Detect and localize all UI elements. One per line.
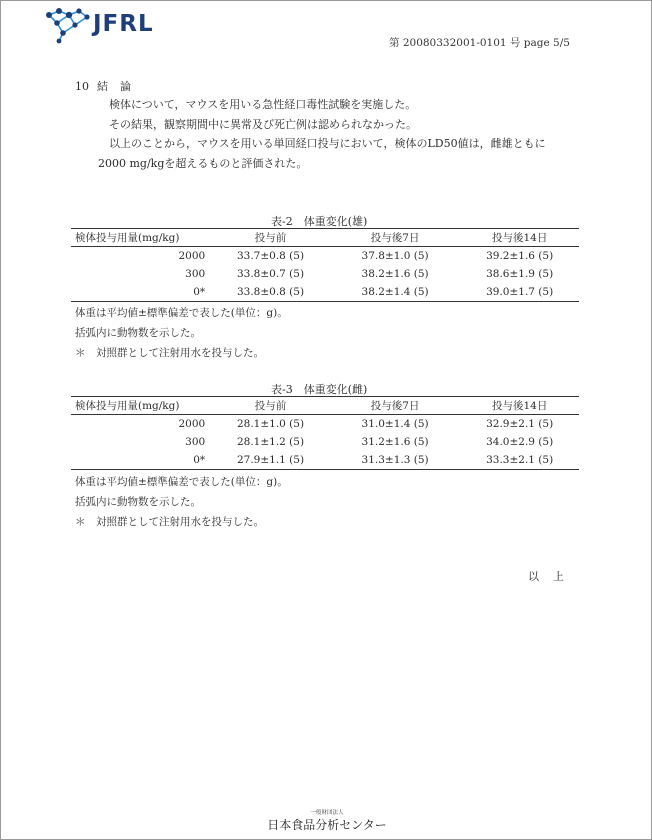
table-male-note-3: ＊ 対照群として注射用水を投与した。 xyxy=(75,347,264,359)
table-row xyxy=(71,415,579,434)
table-female-note-3: ＊ 対照群として注射用水を投与した。 xyxy=(75,516,264,528)
section-title: 結論 xyxy=(97,80,143,93)
value-cell: 39.2±1.6 (5) xyxy=(486,250,554,262)
col-header-day14: 投与後14日 xyxy=(460,229,579,247)
col-header-dose: 検体投与用量(mg/kg) xyxy=(71,229,211,247)
value-cell: 28.1±1.2 (5) xyxy=(236,436,305,448)
section-heading xyxy=(75,78,143,94)
value-cell: 31.0±1.4 (5) xyxy=(361,418,429,430)
table-row xyxy=(71,283,579,302)
table-row xyxy=(71,451,579,470)
col-header-before: 投与前 xyxy=(211,229,330,247)
jfrl-logo xyxy=(43,5,163,45)
section-number: 10 xyxy=(75,80,89,93)
footer-org-name: 日本食品分析センター xyxy=(267,818,387,832)
value-cell: 31.3±1.3 (5) xyxy=(330,451,460,470)
table-male-note-1: 体重は平均値±標準偏差で表した(単位：g)。 xyxy=(75,307,288,319)
body-weight-table-female xyxy=(71,396,579,470)
table-header-row xyxy=(71,229,579,247)
value-cell: 27.9±1.1 (5) xyxy=(211,451,330,470)
col-header-dose: 検体投与用量(mg/kg) xyxy=(71,397,211,415)
closing-mark: 以上 xyxy=(528,570,578,583)
value-cell: 28.1±1.0 (5) xyxy=(236,418,305,430)
value-cell: 31.2±1.6 (5) xyxy=(361,436,429,448)
table-male-caption: 表-2 体重変化(雄) xyxy=(271,215,368,228)
dose-cell: 2000 xyxy=(178,418,206,430)
dose-cell: 0* xyxy=(71,451,211,470)
value-cell: 37.8±1.0 (5) xyxy=(361,250,429,262)
value-cell: 38.2±1.6 (5) xyxy=(361,268,429,280)
document-number: 第 20080332001-0101 号 page 5/5 xyxy=(389,37,570,49)
body-weight-table-male xyxy=(71,228,579,302)
dose-cell: 2000 xyxy=(178,250,206,262)
table-row xyxy=(71,265,579,283)
value-cell: 34.0±2.9 (5) xyxy=(486,436,554,448)
table-male-note-2: 括弧内に動物数を示した。 xyxy=(75,327,201,339)
dose-cell: 0* xyxy=(71,283,211,302)
col-header-day14: 投与後14日 xyxy=(460,397,579,415)
table-row xyxy=(71,433,579,451)
footer-org-type: 一般財団法人 xyxy=(310,810,344,816)
conclusion-line-2: その結果，観察期間中に異常及び死亡例は認められなかった。 xyxy=(109,118,417,131)
col-header-before: 投与前 xyxy=(211,397,330,415)
table-row xyxy=(71,247,579,266)
logo-text: JFRL xyxy=(93,11,154,37)
col-header-day7: 投与後7日 xyxy=(330,229,460,247)
value-cell: 33.8±0.7 (5) xyxy=(236,268,305,280)
dose-cell: 300 xyxy=(185,268,206,280)
value-cell: 38.6±1.9 (5) xyxy=(486,268,554,280)
col-header-day7: 投与後7日 xyxy=(330,397,460,415)
value-cell: 33.3±2.1 (5) xyxy=(460,451,579,470)
value-cell: 39.0±1.7 (5) xyxy=(460,283,579,302)
value-cell: 33.7±0.8 (5) xyxy=(236,250,305,262)
conclusion-line-1: 検体について，マウスを用いる急性経口毒性試験を実施した。 xyxy=(109,98,417,111)
dose-cell: 300 xyxy=(185,436,206,448)
table-header-row xyxy=(71,397,579,415)
value-cell: 32.9±2.1 (5) xyxy=(486,418,554,430)
molecule-logo-icon xyxy=(43,5,91,45)
value-cell: 33.8±0.8 (5) xyxy=(211,283,330,302)
conclusion-line-4: 2000 mg/kgを超えるものと評価された。 xyxy=(98,157,308,170)
table-female-caption: 表-3 体重変化(雌) xyxy=(271,383,368,396)
table-female-note-2: 括弧内に動物数を示した。 xyxy=(75,496,201,508)
conclusion-line-3: 以上のことから，マウスを用いる単回経口投与において，検体のLD50値は，雌雄ともに xyxy=(109,137,546,150)
value-cell: 38.2±1.4 (5) xyxy=(330,283,460,302)
table-female-note-1: 体重は平均値±標準偏差で表した(単位：g)。 xyxy=(75,476,288,488)
